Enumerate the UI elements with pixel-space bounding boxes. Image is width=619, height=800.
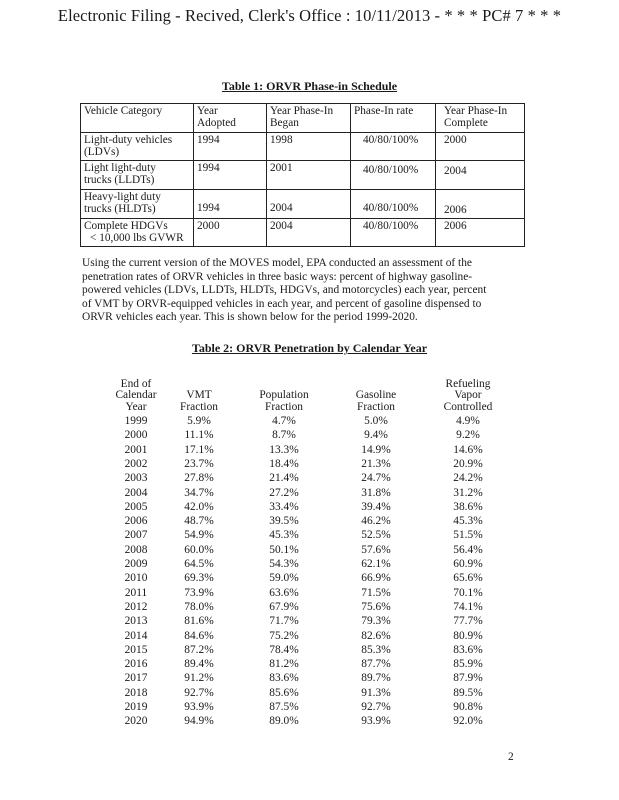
table2-row	[0, 500, 619, 514]
t2-cell-population: 50.1%	[269, 543, 299, 556]
t1-category-line: trucks (HLDTs)	[84, 203, 156, 216]
t2-cell-gasoline: 75.6%	[361, 600, 391, 613]
t2-cell-year: 2008	[124, 543, 148, 556]
t2-header-line: Year	[125, 401, 147, 414]
t2-cell-vmt: 84.6%	[184, 629, 214, 642]
t2-header-line: Refueling	[445, 377, 491, 390]
t1-category-line: Heavy-light duty	[84, 191, 161, 203]
t2-header-line: Fraction	[357, 401, 395, 414]
t1-header-phase-in-began	[267, 104, 351, 133]
t1-cell-began: 2004	[267, 219, 351, 247]
body-paragraph	[82, 257, 527, 325]
t2-cell-refueling: 87.9%	[453, 672, 483, 685]
table2-row	[0, 543, 619, 557]
t2-cell-refueling: 74.1%	[453, 600, 483, 613]
t1-header-phase-in-complete	[436, 104, 525, 133]
table2-row	[0, 629, 619, 643]
t1-cell-rate	[351, 190, 436, 219]
t2-cell-vmt: 11.1%	[184, 429, 214, 442]
t2-header-line: VMT	[186, 389, 212, 402]
table2-row	[0, 557, 619, 571]
t2-header-line: Calendar	[115, 389, 157, 402]
t2-header-refueling-vapor-controlled	[418, 368, 518, 414]
table1-row	[81, 161, 525, 190]
t2-cell-refueling: 77.7%	[453, 615, 483, 628]
t1-cell-complete	[436, 190, 525, 219]
t1-cell-rate: 40/80/100%	[351, 133, 436, 161]
t1-header-line: Adopted	[197, 117, 236, 130]
t2-cell-gasoline: 66.9%	[361, 572, 391, 585]
t2-cell-vmt: 34.7%	[184, 486, 214, 499]
t2-cell-refueling: 80.9%	[453, 629, 483, 642]
t1-cell-began: 1998	[267, 133, 351, 161]
t2-cell-refueling: 85.9%	[453, 658, 483, 671]
t2-cell-refueling: 38.6%	[453, 500, 483, 513]
t2-cell-gasoline: 89.7%	[361, 672, 391, 685]
t2-cell-year: 2014	[124, 629, 148, 642]
t1-cell-rate	[351, 161, 436, 190]
table2-row	[0, 671, 619, 685]
t2-cell-gasoline: 92.7%	[361, 701, 391, 713]
paragraph-line: ORVR vehicles each year. This is shown below for the period 1999-2020.	[82, 311, 418, 324]
filing-header: Electronic Filing - Recived, Clerk's Office : 10/11/2013 - * * * PC# 7 * * *	[57, 6, 562, 25]
t1-header-phase-in-rate	[351, 104, 436, 133]
paragraph-line: penetration rates of ORVR vehicles in three basic ways: percent of highway gasoline-	[82, 270, 473, 283]
t2-header-line: Population	[259, 389, 309, 402]
t1-header-line: Year	[197, 105, 218, 117]
t2-cell-vmt: 48.7%	[184, 515, 214, 528]
t2-cell-year: 2003	[124, 472, 148, 485]
table2-row	[0, 514, 619, 528]
t2-cell-vmt: 42.0%	[184, 500, 214, 513]
t1-header-vehicle-category	[81, 104, 194, 133]
t2-cell-population: 54.3%	[269, 558, 299, 570]
t2-cell-vmt: 17.1%	[184, 443, 214, 456]
t2-cell-vmt: 69.3%	[184, 572, 214, 585]
t1-header-line: Year Phase-In	[444, 105, 508, 117]
t1-cell-complete: 2006	[436, 219, 525, 247]
t2-cell-gasoline: 62.1%	[361, 558, 391, 570]
t2-cell-population: 81.2%	[269, 658, 299, 671]
t2-cell-year: 2001	[124, 443, 148, 456]
t2-header-gasoline-fraction	[326, 368, 426, 414]
t2-cell-year: 2012	[124, 600, 148, 613]
t2-cell-population: 8.7%	[272, 429, 296, 442]
t2-header-line: Fraction	[180, 401, 218, 414]
t2-cell-population: 63.6%	[269, 586, 299, 599]
table2-row	[0, 457, 619, 471]
t2-cell-gasoline: 91.3%	[361, 686, 391, 699]
t2-cell-vmt: 92.7%	[184, 686, 214, 699]
t2-header-population-fraction	[234, 368, 334, 414]
t2-cell-refueling: 24.2%	[453, 472, 483, 485]
t2-cell-gasoline: 46.2%	[361, 515, 391, 528]
t2-cell-vmt: 78.0%	[184, 600, 214, 613]
t2-cell-gasoline: 14.9%	[361, 443, 391, 456]
t2-cell-year: 2018	[124, 686, 148, 699]
t2-cell-refueling: 51.5%	[453, 529, 483, 542]
table2-row	[0, 686, 619, 700]
table2-row	[0, 657, 619, 671]
t1-header-line: Began	[270, 117, 299, 130]
t2-cell-vmt: 54.9%	[184, 529, 214, 542]
t2-cell-refueling: 89.5%	[453, 686, 483, 699]
t1-category-line: trucks (LLDTs)	[84, 174, 155, 187]
t2-cell-gasoline: 21.3%	[361, 457, 391, 470]
t2-cell-vmt: 87.2%	[184, 643, 214, 656]
t1-cell-category	[81, 133, 194, 161]
t2-cell-year: 2002	[124, 457, 148, 470]
t2-cell-refueling: 92.0%	[453, 715, 483, 728]
t2-cell-vmt: 91.2%	[184, 672, 214, 685]
t2-header-line: Controlled	[443, 401, 493, 414]
t2-cell-refueling: 70.1%	[453, 586, 483, 599]
t1-began-text: 2004	[270, 202, 293, 214]
table2-row	[0, 700, 619, 714]
t2-cell-year: 2013	[124, 615, 148, 628]
t2-cell-vmt: 23.7%	[184, 457, 214, 470]
t2-cell-gasoline: 52.5%	[361, 529, 391, 542]
t2-cell-year: 2009	[124, 558, 148, 570]
t1-cell-adopted: 2000	[194, 219, 267, 247]
t2-cell-population: 4.7%	[272, 415, 296, 427]
table2-row	[0, 414, 619, 428]
t2-cell-vmt: 60.0%	[184, 543, 214, 556]
table2-row	[0, 486, 619, 500]
t2-cell-gasoline: 24.7%	[361, 472, 391, 485]
t1-category-line: (LDVs)	[84, 146, 120, 159]
t2-cell-population: 83.6%	[269, 672, 299, 685]
t1-adopted-text: 1994	[197, 202, 220, 214]
t2-cell-gasoline: 87.7%	[361, 658, 391, 671]
table2-row	[0, 586, 619, 600]
t2-cell-refueling: 65.6%	[453, 572, 483, 585]
table2-row	[0, 428, 619, 442]
paragraph-line: of VMT by ORVR-equipped vehicles in each year, and percent of gasoline dispensed to	[82, 297, 482, 310]
table1-header-row	[81, 104, 525, 133]
t2-header-line: Fraction	[265, 401, 303, 414]
t2-cell-gasoline: 39.4%	[361, 500, 391, 513]
t2-cell-population: 85.6%	[269, 686, 299, 699]
t2-cell-population: 39.5%	[269, 515, 299, 528]
table2-row	[0, 571, 619, 585]
paragraph-line: Using the current version of the MOVES model, EPA conducted an assessment of the	[82, 257, 472, 269]
t2-cell-gasoline: 5.0%	[364, 415, 388, 427]
t2-cell-year: 2005	[124, 500, 148, 513]
t2-cell-year: 2020	[124, 715, 148, 728]
t1-rate-text: 40/80/100%	[363, 164, 419, 176]
t2-cell-population: 13.3%	[269, 443, 299, 456]
table2-row	[0, 643, 619, 657]
page-number: 2	[508, 751, 514, 763]
t2-cell-population: 67.9%	[269, 600, 299, 613]
t2-cell-vmt: 89.4%	[184, 658, 214, 671]
t2-cell-population: 18.4%	[269, 457, 299, 470]
table1-row	[81, 133, 525, 161]
t1-category-line: < 10,000 lbs GVWR	[90, 232, 184, 245]
table1-row	[81, 190, 525, 219]
t1-cell-category	[81, 219, 194, 247]
t2-cell-year: 2019	[124, 701, 148, 713]
t2-cell-gasoline: 31.8%	[361, 486, 391, 499]
t2-cell-year: 2011	[124, 586, 148, 599]
t1-complete-text: 2006	[444, 204, 467, 216]
table1-title: Table 1: ORVR Phase-in Schedule	[221, 79, 398, 93]
t2-cell-gasoline: 9.4%	[364, 429, 388, 442]
t2-cell-population: 59.0%	[269, 572, 299, 585]
paragraph-line: powered vehicles (LDVs, LLDTs, HLDTs, HDGVs, and motorcycles) each year, percent	[82, 284, 487, 297]
t1-header-line: Complete	[444, 117, 488, 130]
t2-cell-refueling: 20.9%	[453, 457, 483, 470]
t2-cell-gasoline: 85.3%	[361, 643, 391, 656]
t1-cell-began: 2001	[267, 161, 351, 190]
t2-cell-refueling: 90.8%	[453, 701, 483, 713]
table2-row	[0, 443, 619, 457]
t2-cell-population: 75.2%	[269, 629, 299, 642]
t2-cell-population: 21.4%	[269, 472, 299, 485]
t1-cell-category	[81, 161, 194, 190]
t2-cell-gasoline: 82.6%	[361, 629, 391, 642]
t2-cell-gasoline: 93.9%	[361, 715, 391, 728]
t1-cell-category	[81, 190, 194, 219]
t2-cell-vmt: 27.8%	[184, 472, 214, 485]
t1-header-line: Year Phase-In	[270, 105, 334, 117]
t1-cell-began	[267, 190, 351, 219]
t2-cell-population: 87.5%	[269, 701, 299, 713]
t1-cell-adopted	[194, 190, 267, 219]
table2-row	[0, 614, 619, 628]
t1-category-line: Complete HDGVs	[84, 220, 168, 232]
t2-cell-year: 2017	[124, 672, 148, 685]
t2-cell-population: 27.2%	[269, 486, 299, 499]
orvr-phase-in-table	[80, 103, 525, 247]
t2-cell-vmt: 81.6%	[184, 615, 214, 628]
t1-complete-text: 2004	[444, 165, 467, 177]
t1-cell-complete	[436, 161, 525, 190]
table1-row	[81, 219, 525, 247]
t2-cell-gasoline: 71.5%	[361, 586, 391, 599]
t2-header-line: Vapor	[454, 389, 482, 402]
t2-cell-refueling: 9.2%	[456, 429, 480, 442]
t2-cell-year: 2007	[124, 529, 148, 542]
t2-cell-vmt: 93.9%	[184, 701, 214, 713]
t2-cell-refueling: 60.9%	[453, 558, 483, 570]
t2-cell-vmt: 73.9%	[184, 586, 214, 599]
t2-cell-gasoline: 57.6%	[361, 543, 391, 556]
t1-cell-adopted: 1994	[194, 161, 267, 190]
t2-cell-vmt: 5.9%	[187, 415, 211, 427]
t2-cell-refueling: 14.6%	[453, 443, 483, 456]
t1-cell-complete: 2000	[436, 133, 525, 161]
table2-row	[0, 471, 619, 485]
t1-header-year-adopted	[194, 104, 267, 133]
table2-row	[0, 600, 619, 614]
table2-row	[0, 714, 619, 728]
t2-cell-year: 2006	[124, 515, 148, 528]
t2-header-line: Gasoline	[355, 389, 397, 402]
table2-row	[0, 528, 619, 542]
t2-cell-vmt: 94.9%	[184, 715, 214, 728]
t2-cell-year: 2015	[124, 643, 148, 656]
t2-cell-population: 78.4%	[269, 643, 299, 656]
t2-cell-population: 71.7%	[269, 615, 299, 628]
t1-category-line: Light-duty vehicles	[84, 134, 173, 146]
t2-cell-year: 2010	[124, 572, 148, 585]
t2-cell-gasoline: 79.3%	[361, 615, 391, 628]
t1-header-line: Vehicle Category	[84, 105, 163, 117]
t2-cell-refueling: 4.9%	[456, 415, 480, 427]
t2-cell-population: 89.0%	[269, 715, 299, 728]
t1-category-line: Light light-duty	[84, 162, 156, 174]
t1-cell-adopted: 1994	[194, 133, 267, 161]
t2-cell-refueling: 45.3%	[453, 515, 483, 528]
t2-cell-year: 1999	[124, 415, 148, 427]
t2-cell-year: 2004	[124, 486, 148, 499]
t2-cell-year: 2000	[124, 429, 148, 442]
t2-cell-refueling: 56.4%	[453, 543, 483, 556]
t2-cell-refueling: 83.6%	[453, 643, 483, 656]
t2-cell-population: 45.3%	[269, 529, 299, 542]
t1-header-line: Phase-In rate	[354, 105, 414, 117]
t2-header-line: End of	[120, 377, 152, 390]
t2-cell-year: 2016	[124, 658, 148, 671]
t1-rate-text: 40/80/100%	[363, 202, 419, 214]
t2-cell-refueling: 31.2%	[453, 486, 483, 499]
table2-title: Table 2: ORVR Penetration by Calendar Year	[191, 341, 428, 355]
t2-cell-population: 33.4%	[269, 500, 299, 513]
t2-cell-vmt: 64.5%	[184, 558, 214, 570]
t1-cell-rate: 40/80/100%	[351, 219, 436, 247]
